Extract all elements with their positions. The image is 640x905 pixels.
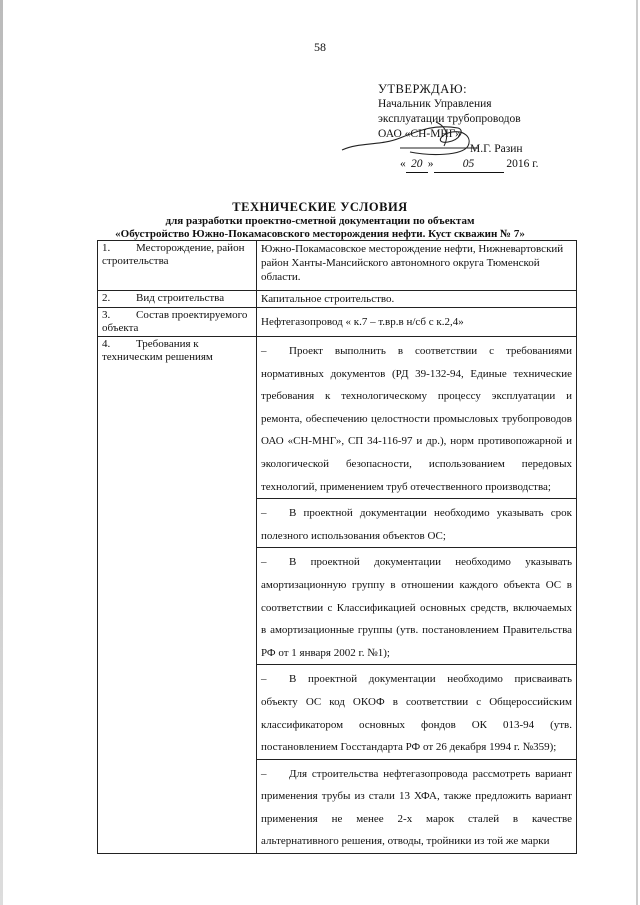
requirement-text: В проектной документации необходимо указывать срок полезного использования объектов ОС; (261, 507, 572, 542)
date-quote-open: « (400, 158, 406, 170)
document-subtitle: для разработки проектно-сметной документации по объектам (165, 215, 475, 227)
document-title-block (0, 200, 640, 241)
row-label-cell (98, 308, 257, 337)
requirements-list (257, 337, 577, 854)
requirement-paragraph (257, 665, 576, 759)
approval-position-line2: эксплуатации трубопроводов (378, 113, 521, 125)
approval-heading: УТВЕРЖДАЮ: (378, 82, 468, 96)
scan-left-edge (0, 0, 3, 905)
specifications-table (97, 240, 577, 854)
date-year: 2016 г. (506, 158, 539, 170)
document-title: ТЕХНИЧЕСКИЕ УСЛОВИЯ (232, 200, 408, 214)
requirement-text: Для строительства нефтегазопровода рассмотреть вариант применения трубы из стали 13 ХФА, также предложить вариант применения не менее 2-х марок сталей в качестве альтернативного решения, отводы, тройники из той же марки (261, 767, 572, 848)
table-row (98, 308, 577, 337)
row-number: 4. (102, 338, 111, 350)
list-dash: – (261, 556, 267, 569)
row-number: 3. (102, 309, 111, 321)
scan-right-edge (636, 0, 638, 905)
row-label: Состав проектируемого объекта (102, 309, 248, 334)
requirement-paragraph (257, 499, 576, 548)
row-number: 2. (102, 292, 111, 304)
approval-position-line1: Начальник Управления (378, 98, 492, 110)
row-label-cell (98, 337, 257, 854)
date-month: 05 (434, 157, 504, 173)
row-value: Нефтегазопровод « к.7 – т.вр.в н/сб с к.2,4» (257, 308, 577, 337)
list-dash: – (261, 507, 267, 520)
table-row (98, 337, 577, 854)
list-dash: – (261, 345, 267, 357)
row-value: Капитальное строительство. (257, 291, 577, 308)
handwritten-signature (340, 112, 480, 162)
list-dash: – (261, 673, 267, 686)
row-label-cell (98, 291, 257, 308)
row-value: Южно-Покамасовское месторождение нефти, Нижневартовский район Ханты-Мансийского автономного округа Тюменской области. (257, 241, 577, 291)
date-quote-close: » (427, 158, 434, 170)
signer-name-text: М.Г. Разин (470, 143, 523, 155)
table-row (98, 291, 577, 308)
requirement-text: В проектной документации необходимо указывать амортизационную группу в отношении каждого объекта ОС в соответствии с Классификацией основных средств, включаемых в амортизационные группы (утв. постановлением Правительства РФ от 1 января 2002 г. №1); (261, 556, 572, 659)
list-dash: – (261, 767, 267, 780)
row-label: Месторождение, район строительства (102, 242, 245, 267)
requirement-text: В проектной документации необходимо присваивать объекту ОС код ОКОФ в соответствии с Общероссийским классификатором основных фондов ОК 013-94 (утв. постановлением Госстандарта РФ от 26 декабря 1994 г. №359); (261, 673, 572, 754)
page-number: 58 (314, 40, 326, 54)
approval-organization: ОАО «СН-МНГ» (378, 128, 461, 140)
requirement-text: Проект выполнить в соответствии с требованиями нормативных документов (РД 39-132-94, Единые технические требования к технологическому процессу эксплуатации и ремонта, обеспечению целостности промысловых трубопроводов ОАО «СН-МНГ», СП 34-116-97 и др.), норм противопожарной и экологической безопасности, использованием передовых технологий, применением труб отечественного производства; (261, 345, 572, 493)
row-label: Требования к техническим решениям (102, 338, 213, 363)
requirement-paragraph (257, 760, 576, 853)
row-label-cell (98, 241, 257, 291)
requirement-paragraph (257, 337, 576, 499)
document-object-name: «Обустройство Южно-Покамасовского месторождения нефти. Куст скважин № 7» (115, 228, 525, 240)
row-label: Вид строительства (136, 292, 225, 304)
table-row (98, 241, 577, 291)
requirement-paragraph (257, 548, 576, 665)
row-number: 1. (102, 242, 111, 254)
date-day: 20 (406, 157, 428, 173)
